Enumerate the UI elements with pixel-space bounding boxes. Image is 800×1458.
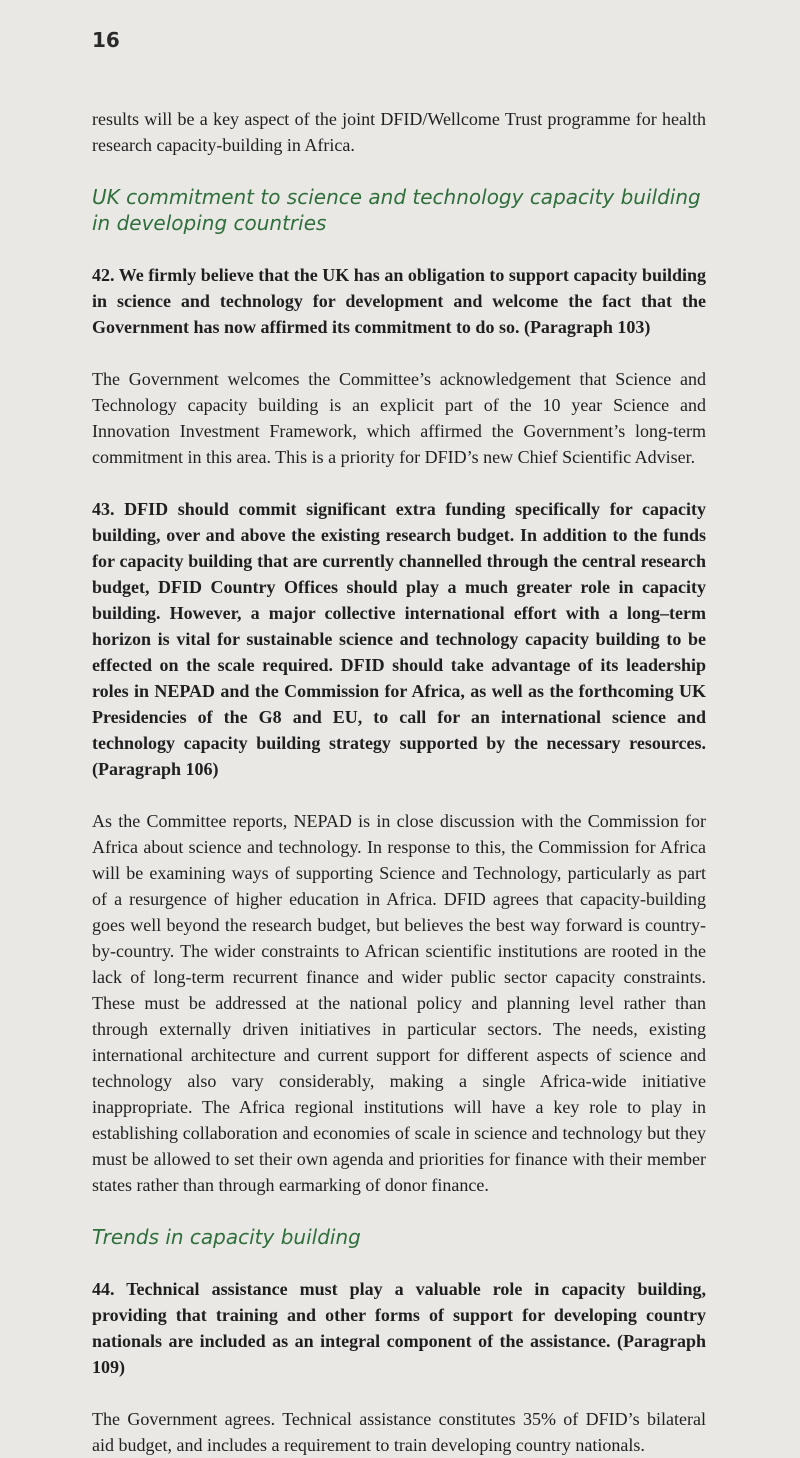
response-paragraph: The Government agrees. Technical assistance constitutes 35% of DFID’s bilateral aid budget, and includes a requirement to train developing country nationals. xyxy=(92,1409,706,1455)
recommendation-paragraph: 43. DFID should commit significant extra funding specifically for capacity building, over and above the existing research budget. In addition to the funds for capacity building that are currently channelled through the central research budget, DFID Country Offices should play a much greater role in capacity building. However, a major collective international effort with a long–term horizon is vital for sustainable science and technology capacity building to be effected on the scale required. DFID should take advantage of its leadership roles in NEPAD and the Commission for Africa, as well as the forthcoming UK Presidencies of the G8 and EU, to call for an international science and technology capacity building strategy supported by the necessary resources. (Paragraph 106) xyxy=(92,499,706,779)
page-content xyxy=(92,106,706,1458)
recommendation-paragraph: 44. Technical assistance must play a valuable role in capacity building, providing that training and other forms of support for developing country nationals are included as an integral component of the assistance. (Paragraph 109) xyxy=(92,1279,706,1377)
response-paragraph: The Government welcomes the Committee’s acknowledgement that Science and Technology capacity building is an explicit part of the 10 year Science and Innovation Investment Framework, which affirmed the Government’s long-term commitment in this area. This is a priority for DFID’s new Chief Scientific Adviser. xyxy=(92,369,706,467)
section-heading: Trends in capacity building xyxy=(92,1225,361,1249)
response-paragraph: As the Committee reports, NEPAD is in close discussion with the Commission for Africa about science and technology. In response to this, the Commission for Africa will be examining ways of supporting Science and Technology, particularly as part of a resurgence of higher education in Africa. DFID agrees that capacity-building goes well beyond the research budget, but believes the best way forward is country-by-country. The wider constraints to African scientific institutions are rooted in the lack of long-term recurrent finance and wider public sector capacity constraints. These must be addressed at the national policy and planning level rather than through externally driven initiatives in particular sectors. The needs, existing international architecture and current support for different aspects of science and technology also vary considerably, making a single Africa-wide initiative inappropriate. The Africa regional institutions will have a key role to play in establishing collaboration and economies of scale in science and technology but they must be allowed to set their own agenda and priorities for finance with their member states rather than through earmarking of donor finance. xyxy=(92,811,706,1195)
paragraph: results will be a key aspect of the joint DFID/Wellcome Trust programme for health research capacity-building in Africa. xyxy=(92,109,706,155)
section-heading: UK commitment to science and technology capacity building in developing countries xyxy=(92,185,701,235)
recommendation-paragraph: 42. We firmly believe that the UK has an obligation to support capacity building in science and technology for development and welcome the fact that the Government has now affirmed its commitment to do so. (Paragraph 103) xyxy=(92,265,706,337)
page-number: 16 xyxy=(92,28,120,52)
